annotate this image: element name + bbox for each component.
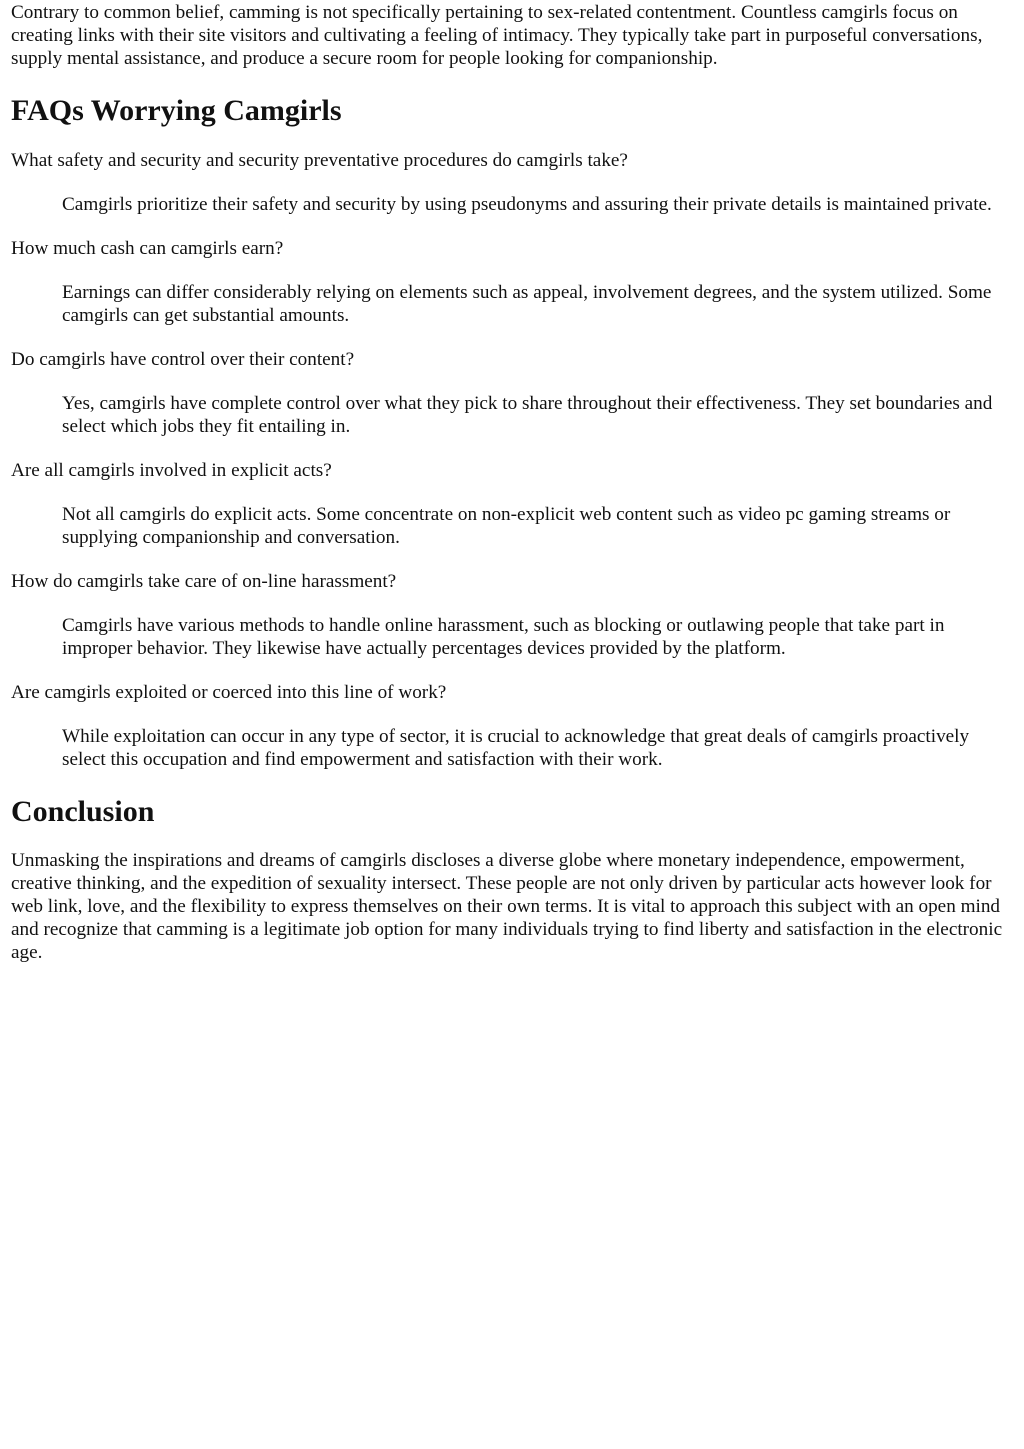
faq-question: Are all camgirls involved in explicit acts? [11,460,332,481]
faq-list [11,149,1014,771]
faq-answer: While exploitation can occur in any type of sector, it is crucial to acknowledge that great deals of camgirls proactively select this occupation and find empowerment and satisfaction with their work. [62,726,970,770]
faq-question: What safety and security and security preventative procedures do camgirls take? [11,150,628,171]
faq-answer: Yes, camgirls have complete control over what they pick to share throughout their effectiveness. They set boundaries and select which jobs they fit entailing in. [62,393,993,437]
faq-answer: Camgirls prioritize their safety and security by using pseudonyms and assuring their private details is maintained private. [62,194,992,215]
faq-question: Are camgirls exploited or coerced into this line of work? [11,682,447,703]
intro-paragraph: Contrary to common belief, camming is not specifically pertaining to sex-related contentment. Countless camgirls focus on creating links with their site visitors and cultivating a feeling of intimacy. They typically take part in purposeful conversations, supply mental assistance, and produce a secure room for people looking for companionship. [11,2,983,69]
conclusion-paragraph: Unmasking the inspirations and dreams of camgirls discloses a diverse globe where monetary independence, empowerment, creative thinking, and the expedition of sexuality intersect. These people are not only driven by particular acts however look for web link, love, and the flexibility to express themselves on their own terms. It is vital to approach this subject with an open mind and recognize that camming is a legitimate job option for many individuals trying to find liberty and satisfaction in the electronic age. [11,850,1003,963]
faq-answer: Not all camgirls do explicit acts. Some concentrate on non-explicit web content such as video pc gaming streams or supplying companionship and conversation. [62,504,951,548]
faq-question: How do camgirls take care of on-line harassment? [11,571,397,592]
faq-question: How much cash can camgirls earn? [11,238,284,259]
faq-answer: Earnings can differ considerably relying on elements such as appeal, involvement degrees, and the system utilized. Some camgirls can get substantial amounts. [62,282,992,326]
faq-question: Do camgirls have control over their content? [11,349,355,370]
faq-heading: FAQs Worrying Camgirls [11,94,342,127]
faq-answer: Camgirls have various methods to handle online harassment, such as blocking or outlawing people that take part in improper behavior. They likewise have actually percentages devices provided by the platform. [62,615,945,659]
conclusion-heading: Conclusion [11,795,155,828]
